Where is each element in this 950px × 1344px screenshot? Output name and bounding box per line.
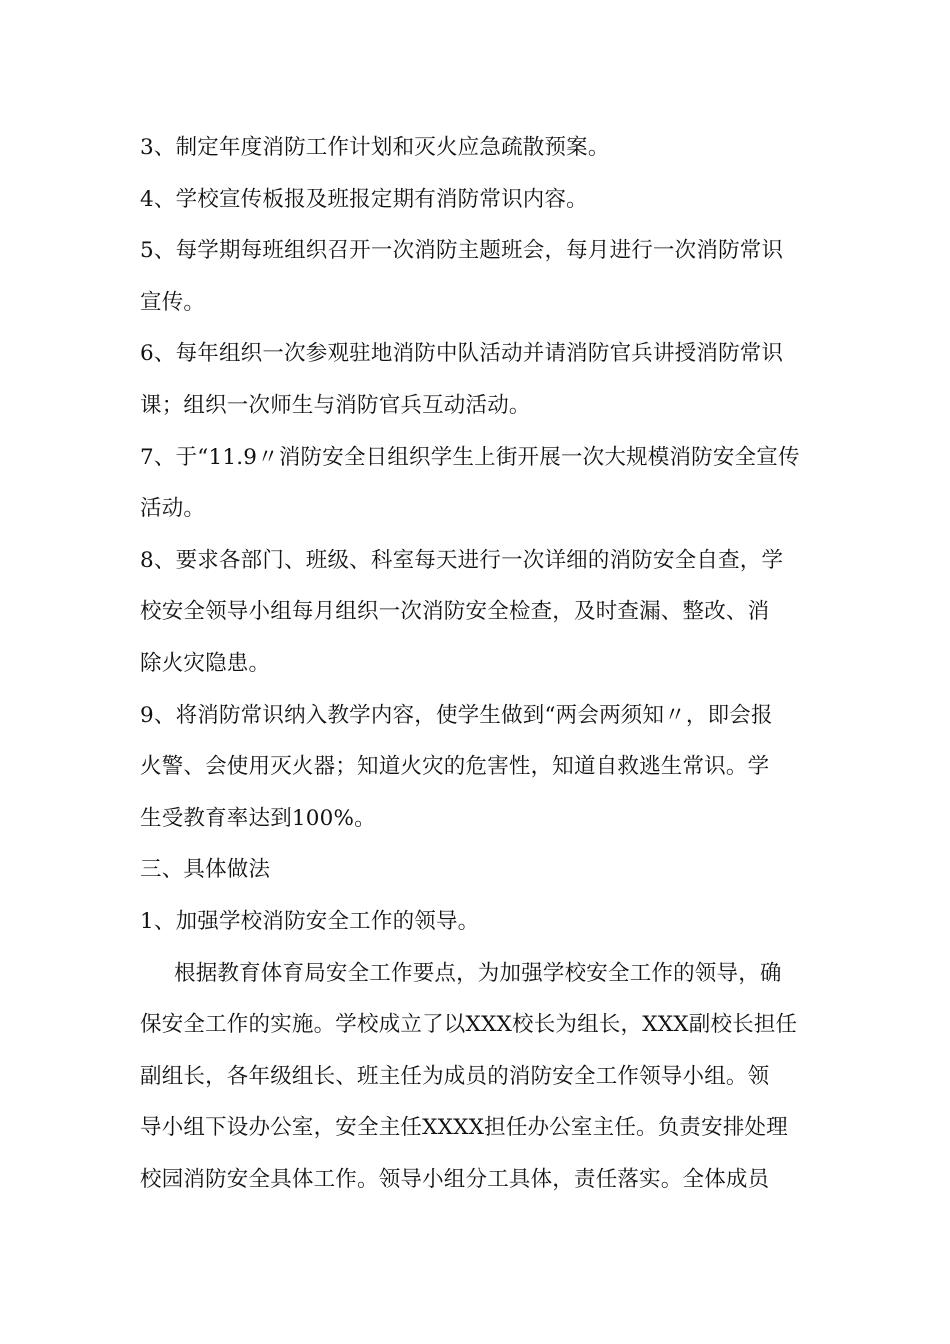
item-5-line-1: 5、每学期每班组织召开一次消防主题班会，每月进行一次消防常识 [140, 238, 784, 264]
item-6-line-1: 6、每年组织一次参观驻地消防中队活动并请消防官兵讲授消防常识 [140, 341, 784, 367]
paragraph-line-3: 副组长，各年级组长、班主任为成员的消防安全工作领导小组。领 [140, 1063, 770, 1089]
item-8-line-3: 除火灾隐患。 [140, 650, 271, 676]
item-3-line: 3、制定年度消防工作计划和灭火应急疏散预案。 [140, 135, 610, 160]
item-9-line-2: 火警、会使用灭火器；知道火灾的危害性，知道自救逃生常识。学 [140, 754, 770, 780]
paragraph-line-2: 保安全工作的实施。学校成立了以XXX校长为组长，XXX副校长担任 [140, 1012, 798, 1038]
item-7-line-2: 活动。 [140, 496, 206, 522]
item-8-line-1: 8、要求各部门、班级、科室每天进行一次详细的消防安全自查，学 [140, 547, 784, 573]
document-body [140, 122, 812, 1205]
item-7-line-1: 7、于“11.9〃消防安全日组织学生上街开展一次大规模消防安全宣传 [140, 444, 800, 470]
section-heading: 三、具体做法 [140, 857, 271, 883]
item-6-line-2: 课；组织一次师生与消防官兵互动活动。 [140, 392, 531, 418]
paragraph-line-1: 根据教育体育局安全工作要点，为加强学校安全工作的领导，确 [174, 960, 782, 986]
item-8-line-2: 校安全领导小组每月组织一次消防安全检查，及时查漏、整改、消 [140, 599, 770, 625]
paragraph-line-4: 导小组下设办公室，安全主任XXXX担任办公室主任。负责安排处理 [140, 1115, 788, 1141]
item-5-line-2: 宣传。 [140, 289, 206, 315]
item-9-line-3: 生受教育率达到100%。 [140, 805, 376, 831]
subsection-heading: 1、加强学校消防安全工作的领导。 [140, 908, 480, 934]
item-9-line-1: 9、将消防常识纳入教学内容，使学生做到“两会两须知〃，即会报 [140, 702, 773, 728]
item-4-line: 4、学校宣传板报及班报定期有消防常识内容。 [140, 186, 588, 212]
paragraph-line-5: 校园消防安全具体工作。领导小组分工具体，责任落实。全体成员 [140, 1166, 770, 1192]
